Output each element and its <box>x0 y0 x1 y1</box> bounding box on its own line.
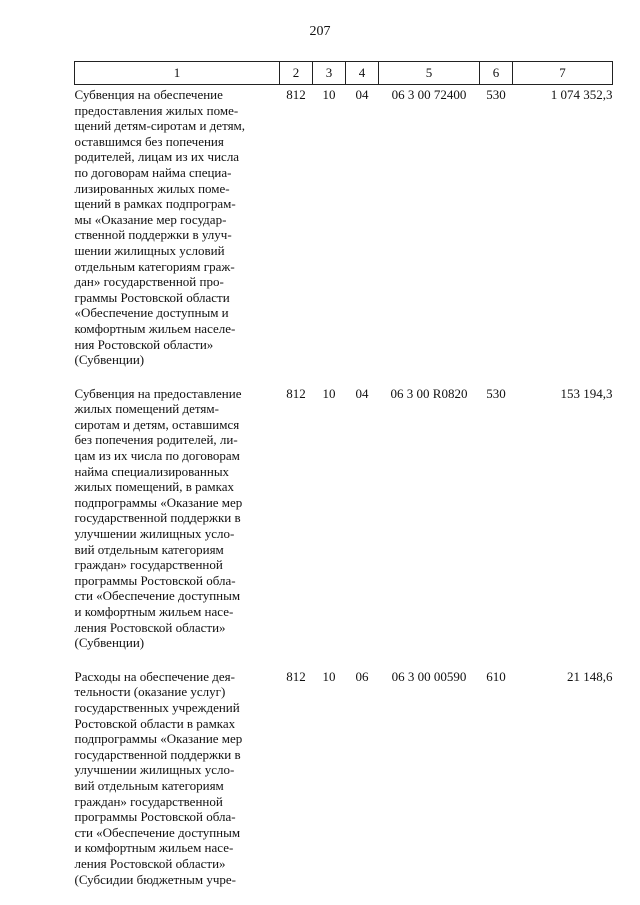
description-line: дан» государственной про- <box>74 274 224 290</box>
target-article-code: 06 3 00 00590 <box>391 668 467 684</box>
description-line: Субвенция на предоставление <box>74 385 242 401</box>
description-line: и комфортным жильем насе- <box>74 604 234 619</box>
description-line: ния Ростовской области» <box>74 336 214 352</box>
description-line: ления Ростовской области» <box>74 855 226 871</box>
description-line: Ростовской области в рамках <box>74 715 236 731</box>
target-article-code: 06 3 00 72400 <box>391 87 467 102</box>
expense-description <box>75 384 280 667</box>
description-line: мы «Оказание мер государ- <box>74 211 227 227</box>
expense-type-code: 530 <box>486 385 506 401</box>
table-row <box>75 384 613 667</box>
expense-type-code: 610 <box>486 668 506 684</box>
description-line: (Субсидии бюджетным учре- <box>74 871 236 887</box>
description-line: сти «Обеспечение доступным <box>74 588 241 604</box>
description-line: щений детям-сиротам и детям, <box>74 118 246 134</box>
description-line: государственных учреждений <box>74 699 240 715</box>
ministry-code: 812 <box>286 668 306 684</box>
description-line: граждан» государственной <box>74 793 223 809</box>
description-line: граждан» государственной <box>74 557 223 573</box>
expense-description <box>75 85 280 384</box>
description-line: вий отдельным категориям <box>74 541 224 557</box>
column-header-5: 5 <box>379 62 480 85</box>
description-line: щений в рамках подпрограм- <box>74 196 236 212</box>
description-line: ственной поддержки в улуч- <box>74 227 232 243</box>
description-line: сти «Обеспечение доступным <box>74 824 241 840</box>
section-code: 10 <box>322 87 336 102</box>
amount-value: 21 148,6 <box>567 668 613 684</box>
description-line: лизированных жилых поме- <box>74 180 230 196</box>
amount-value: 1 074 352,3 <box>550 87 613 102</box>
column-header-2: 2 <box>280 62 313 85</box>
description-line: государственной поддержки в <box>74 510 241 526</box>
description-line: государственной поддержки в <box>74 746 241 762</box>
description-line: родителей, лицам из их числа <box>74 149 240 165</box>
description-line: по договорам найма специа- <box>74 164 232 180</box>
amount-value: 153 194,3 <box>560 385 613 401</box>
column-header-6: 6 <box>480 62 513 85</box>
ministry-code: 812 <box>286 385 306 401</box>
description-line: подпрограммы «Оказание мер <box>74 731 243 747</box>
description-line: тельности (оказание услуг) <box>74 684 226 700</box>
description-line: улучшении жилищных усло- <box>74 526 235 542</box>
description-line: (Субвенции) <box>74 635 145 651</box>
description-line: комфортным жильем населе- <box>74 320 236 336</box>
description-line: оставшимся без попечения <box>74 133 224 149</box>
subsection-code: 06 <box>355 668 369 684</box>
description-line: вий отдельным категориям <box>74 777 224 793</box>
subsection-code: 04 <box>355 385 369 401</box>
description-line: цам из их числа по договорам <box>74 448 240 464</box>
column-header-7: 7 <box>513 62 613 85</box>
ministry-code: 812 <box>286 87 306 102</box>
header-row <box>75 62 613 85</box>
description-line: Субвенция на обеспечение <box>74 87 223 102</box>
column-header-3: 3 <box>313 62 346 85</box>
expense-type-code: 530 <box>486 87 506 102</box>
table-row <box>75 667 613 887</box>
description-line: (Субвенции) <box>74 352 145 368</box>
description-line: шении жилищных условий <box>74 242 225 258</box>
description-line: отдельным категориям граж- <box>74 258 235 274</box>
column-header-4: 4 <box>346 62 379 85</box>
description-line: программы Ростовской обла- <box>74 809 236 825</box>
description-line: без попечения родителей, ли- <box>74 432 238 448</box>
description-line: жилых помещений, в рамках <box>74 479 235 495</box>
description-line: граммы Ростовской области <box>74 289 230 305</box>
description-line: найма специализированных <box>74 463 230 479</box>
section-code: 10 <box>322 385 336 401</box>
expense-description <box>75 667 280 887</box>
page-number: 207 <box>309 24 331 39</box>
budget-table <box>74 61 613 887</box>
description-line: и комфортным жильем насе- <box>74 840 234 856</box>
subsection-code: 04 <box>355 87 369 102</box>
target-article-code: 06 3 00 R0820 <box>390 385 468 401</box>
description-line: подпрограммы «Оказание мер <box>74 494 243 510</box>
section-code: 10 <box>322 668 336 684</box>
description-line: ления Ростовской области» <box>74 619 226 635</box>
description-line: Расходы на обеспечение дея- <box>74 668 235 684</box>
column-header-1: 1 <box>75 62 280 85</box>
description-line: улучшении жилищных усло- <box>74 762 235 778</box>
description-line: предоставления жилых поме- <box>74 102 239 118</box>
description-line: жилых помещений детям- <box>74 401 219 417</box>
description-line: сиротам и детям, оставшимся <box>74 416 240 432</box>
table-row <box>75 85 613 384</box>
description-line: «Обеспечение доступным и <box>74 305 229 321</box>
description-line: программы Ростовской обла- <box>74 572 236 588</box>
